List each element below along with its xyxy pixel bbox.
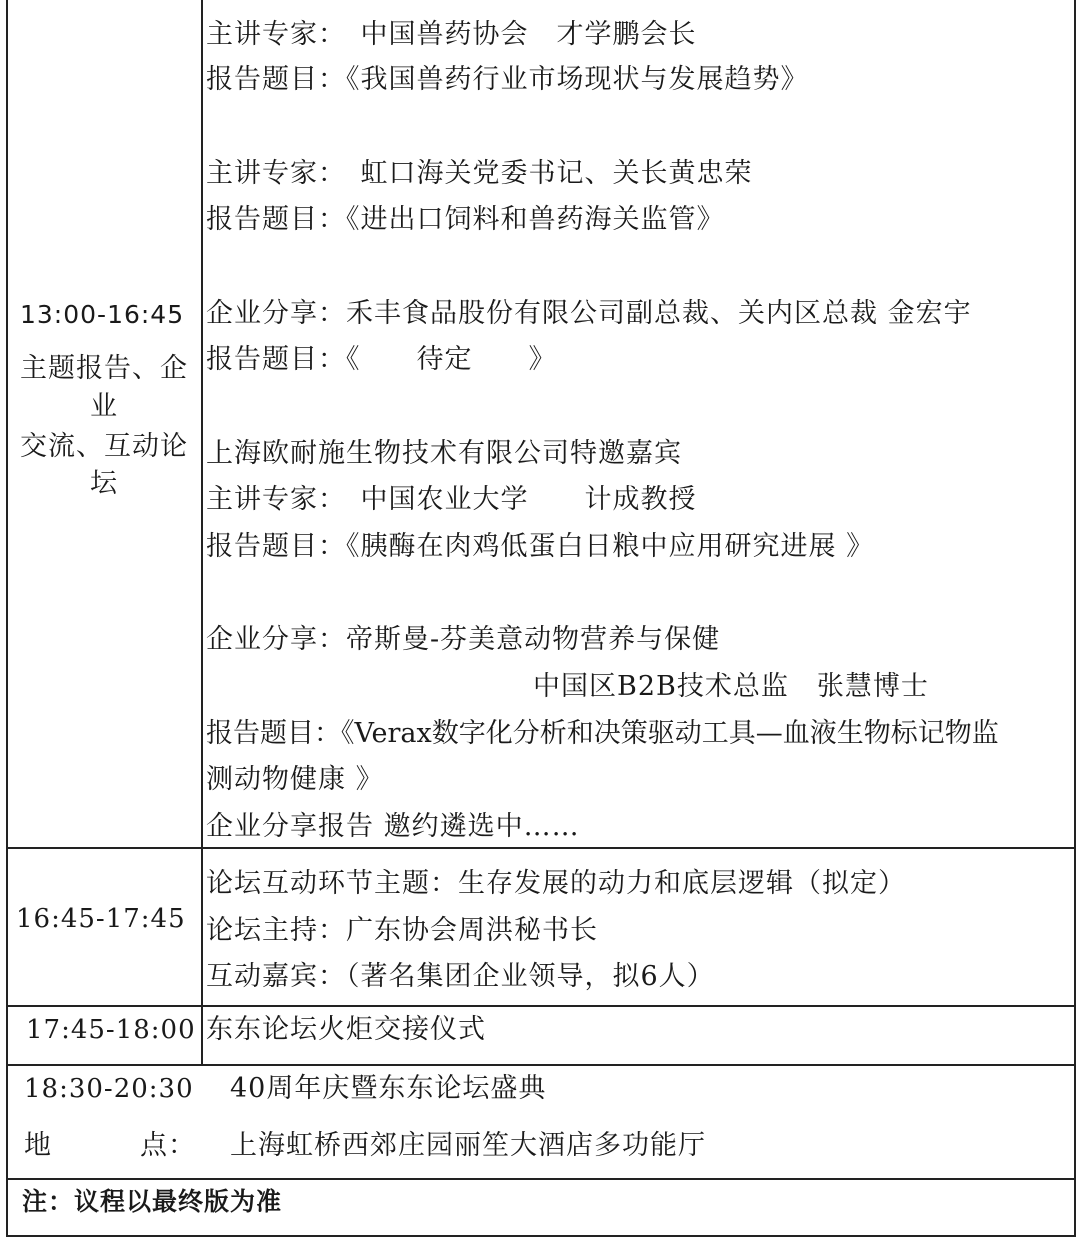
row4-place-label: 点： xyxy=(140,1130,196,1161)
row1-line: 报告题目：《 待定 》 xyxy=(206,344,557,375)
row1-line: 报告题目：《Verax数字化分析和决策驱动工具—血液生物标记物监 xyxy=(206,718,999,749)
row1-line: 报告题目：《我国兽药行业市场现状与发展趋势》 xyxy=(206,64,809,95)
row1-title-line: 主题报告、企 xyxy=(20,353,188,384)
row4-place: 上海虹桥西郊庄园丽笙大酒店多功能厅 xyxy=(230,1130,706,1161)
row1-line: 主讲专家： 中国农业大学 计成教授 xyxy=(206,484,697,515)
row2-line: 论坛主持：广东协会周洪秘书长 xyxy=(206,915,598,946)
row1-line: 测动物健康 》 xyxy=(206,764,384,795)
row1-title-line: 业 xyxy=(90,391,118,422)
row4-time: 18:30-20:30 xyxy=(24,1074,194,1104)
row1-line: 企业分享报告 邀约遴选中…… xyxy=(206,811,580,842)
row1-line: 报告题目：《胰酶在肉鸡低蛋白日粮中应用研究进展 》 xyxy=(206,531,875,562)
border-right xyxy=(1074,0,1076,1237)
row2-time: 16:45-17:45 xyxy=(16,904,186,934)
row1-line: 企业分享：禾丰食品股份有限公司副总裁、关内区总裁 金宏宇 xyxy=(206,298,972,329)
note-text: 注：议程以最终版为准 xyxy=(22,1187,283,1216)
row1-line: 主讲专家： 虹口海关党委书记、关长黄忠荣 xyxy=(206,158,753,189)
row-divider xyxy=(6,1064,1076,1066)
row3-time: 17:45-18:00 xyxy=(26,1015,196,1045)
column-divider xyxy=(201,0,203,1065)
border-left xyxy=(6,0,8,1237)
row-divider xyxy=(6,1005,1076,1007)
row4-place-label: 地 xyxy=(24,1130,52,1161)
row2-line: 论坛互动环节主题：生存发展的动力和底层逻辑（拟定） xyxy=(206,868,906,899)
row1-line: 中国区B2B技术总监 张慧博士 xyxy=(533,671,929,702)
row1-line: 企业分享：帝斯曼-芬美意动物营养与保健 xyxy=(206,624,721,655)
row1-line: 主讲专家： 中国兽药协会 才学鹏会长 xyxy=(206,19,697,50)
row1-time: 13:00-16:45 xyxy=(20,300,185,329)
row-divider xyxy=(6,1178,1076,1180)
row4-event: 40周年庆暨东东论坛盛典 xyxy=(230,1073,547,1104)
row1-line: 上海欧耐施生物技术有限公司特邀嘉宾 xyxy=(206,438,682,469)
border-bottom xyxy=(6,1235,1076,1237)
row3-text: 东东论坛火炬交接仪式 xyxy=(206,1014,486,1045)
row1-title-line: 坛 xyxy=(90,468,118,499)
row-divider xyxy=(6,847,1076,849)
row1-line: 报告题目：《进出口饲料和兽药海关监管》 xyxy=(206,204,725,235)
row1-title-line: 交流、互动论 xyxy=(20,431,188,462)
row2-line: 互动嘉宾：（著名集团企业领导，拟6人） xyxy=(206,961,715,992)
